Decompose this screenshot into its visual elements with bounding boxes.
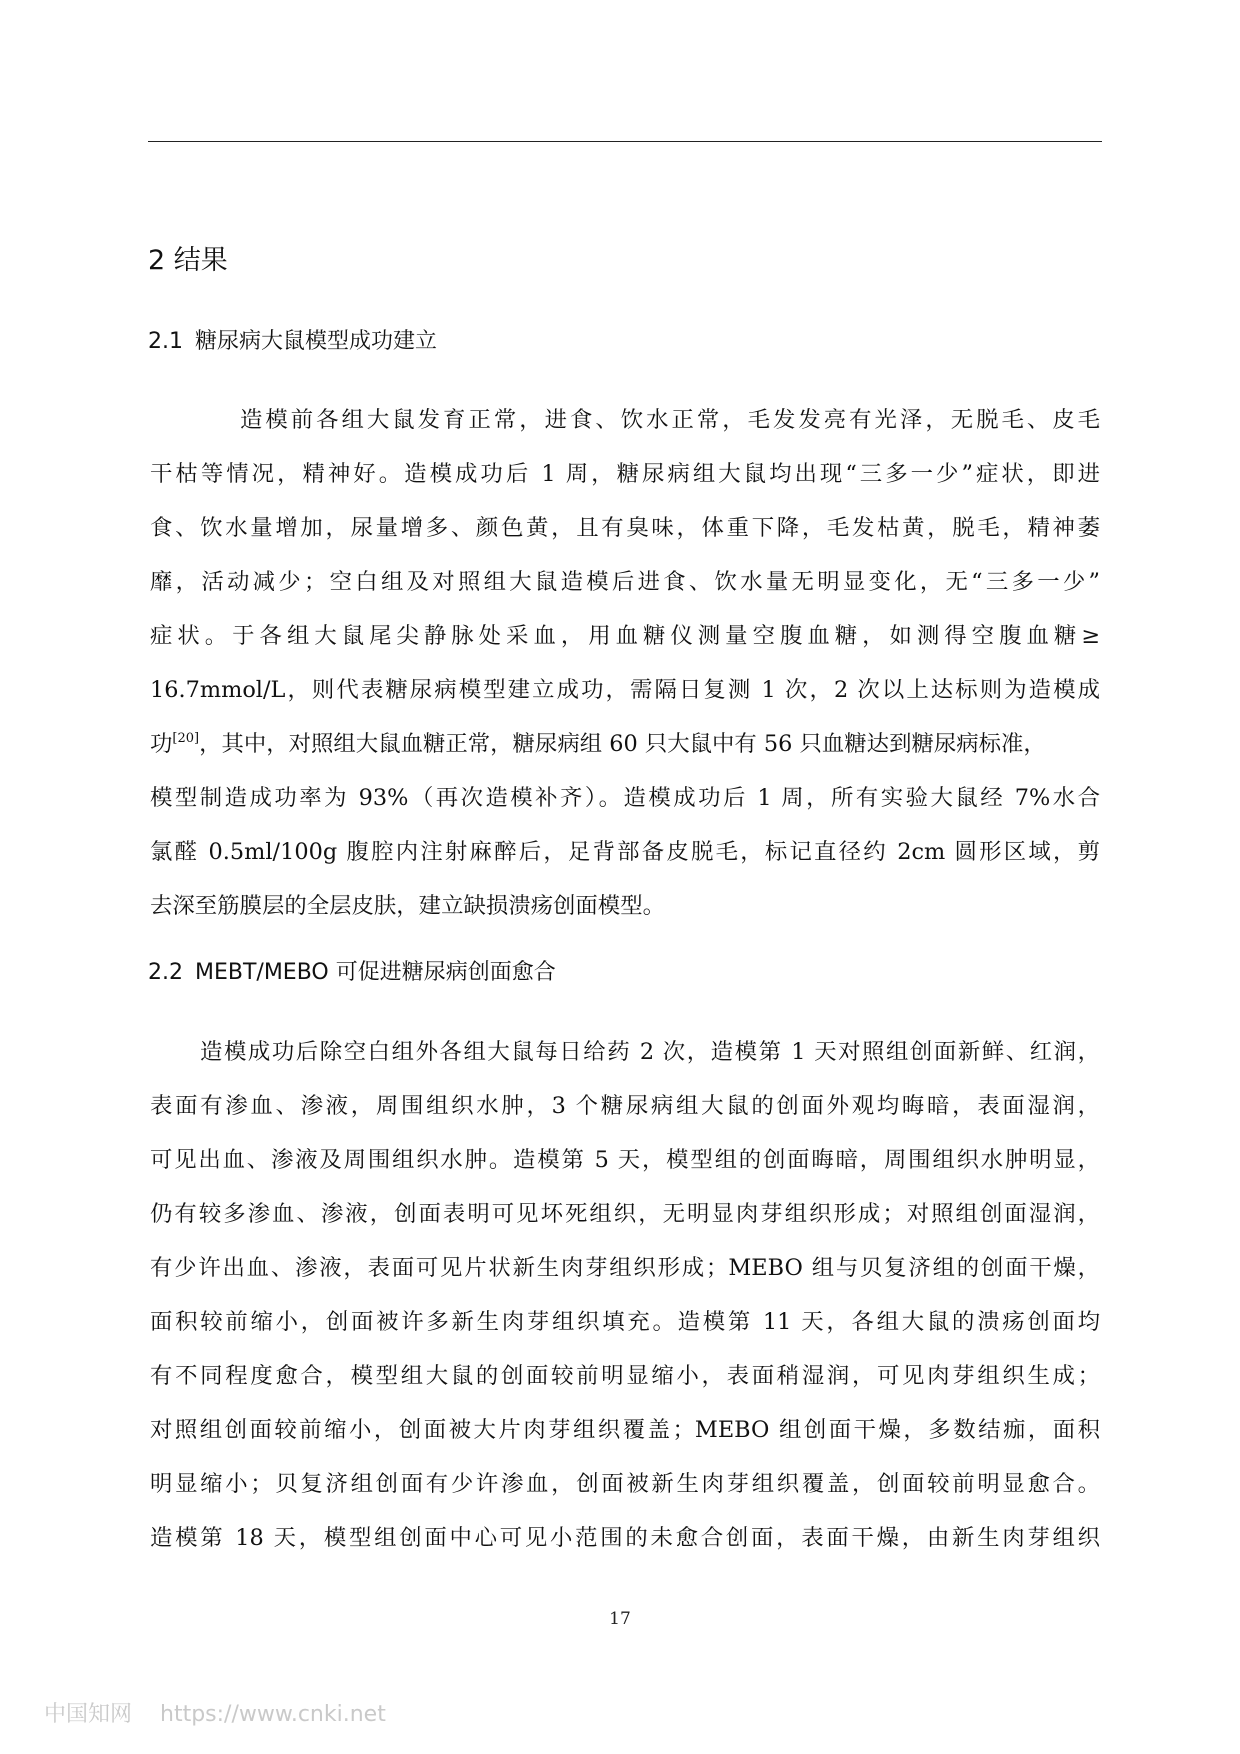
text-line: 氯醛 0.5ml/100g 腹腔内注射麻醉后，足背部备皮脱毛，标记直径约 2cm 圆形区域，剪 [150,839,1100,865]
watermark-name: 中国知网 [44,1702,133,1727]
text-line: 表面有渗血、渗液，周围组织水肿，3 个糖尿病组大鼠的创面外观均晦暗，表面湿润， [150,1093,1100,1119]
text-line: 对照组创面较前缩小，创面被大片肉芽组织覆盖；MEBO 组创面干燥，多数结痂，面积 [150,1417,1100,1443]
text-line: 去深至筋膜层的全层皮肤，建立缺损溃疡创面模型。 [150,893,665,919]
text-fragment: 功 [150,731,173,757]
text-line: 模型制造成功率为 93%（再次造模补齐）。造模成功后 1 周，所有实验大鼠经 7%水合 [150,785,1100,811]
header-rule [148,141,1102,142]
section-number: 2 [148,245,166,276]
page-number: 17 [609,1609,631,1629]
paragraph-model-establishment [150,393,1100,933]
text-line: 食、饮水量增加，尿量增多、颜色黄，且有臭味，体重下降，毛发枯黄，脱毛，精神萎 [150,515,1100,541]
subsection-heading-2-2 [148,955,556,986]
text-line: 面积较前缩小，创面被许多新生肉芽组织填充。造模第 11 天，各组大鼠的溃疡创面均 [150,1309,1100,1335]
text-line: 靡，活动减少；空白组及对照组大鼠造模后进食、饮水量无明显变化，无“三多一少” [150,569,1100,595]
text-line-with-citation [150,717,1100,771]
text-line: 造模前各组大鼠发育正常，进食、饮水正常，毛发发亮有光泽，无脱毛、皮毛 [240,407,1100,433]
section-heading [148,238,228,277]
text-line: 症状。于各组大鼠尾尖静脉处采血，用血糖仪测量空腹血糖，如测得空腹血糖≥ [150,623,1100,649]
text-line: 可见出血、渗液及周围组织水肿。造模第 5 天，模型组的创面晦暗，周围组织水肿明显， [150,1147,1100,1173]
paragraph-wound-healing [150,1025,1100,1565]
cnki-watermark [44,1697,386,1728]
watermark-url: https://www.cnki.net [160,1702,386,1727]
text-fragment: ，其中，对照组大鼠血糖正常，糖尿病组 60 只大鼠中有 56 只血糖达到糖尿病标准， [199,731,1046,757]
subsection-number: 2.2 [148,960,183,985]
citation-reference: [20] [172,731,200,746]
text-line: 有少许出血、渗液，表面可见片状新生肉芽组织形成；MEBO 组与贝复济组的创面干燥， [150,1255,1100,1281]
text-line: 干枯等情况，精神好。造模成功后 1 周，糖尿病组大鼠均出现“三多一少”症状，即进 [150,461,1100,487]
text-line: 明显缩小；贝复济组创面有少许渗血，创面被新生肉芽组织覆盖，创面较前明显愈合。 [150,1471,1100,1497]
subsection-title-text: 糖尿病大鼠模型成功建立 [195,329,438,354]
section-title-text: 结果 [173,245,228,276]
subsection-title-text: MEBT/MEBO 可促进糖尿病创面愈合 [195,960,556,985]
text-line: 造模第 18 天，模型组创面中心可见小范围的未愈合创面，表面干燥，由新生肉芽组织 [150,1525,1100,1551]
subsection-heading-2-1 [148,324,437,355]
text-line: 有不同程度愈合，模型组大鼠的创面较前明显缩小，表面稍湿润，可见肉芽组织生成； [150,1363,1100,1389]
text-line: 仍有较多渗血、渗液，创面表明可见坏死组织，无明显肉芽组织形成；对照组创面湿润， [150,1201,1100,1227]
text-line: 16.7mmol/L，则代表糖尿病模型建立成功，需隔日复测 1 次，2 次以上达标则为造模成 [150,677,1100,703]
text-line: 造模成功后除空白组外各组大鼠每日给药 2 次，造模第 1 天对照组创面新鲜、红润， [200,1039,1100,1065]
subsection-number: 2.1 [148,329,183,354]
